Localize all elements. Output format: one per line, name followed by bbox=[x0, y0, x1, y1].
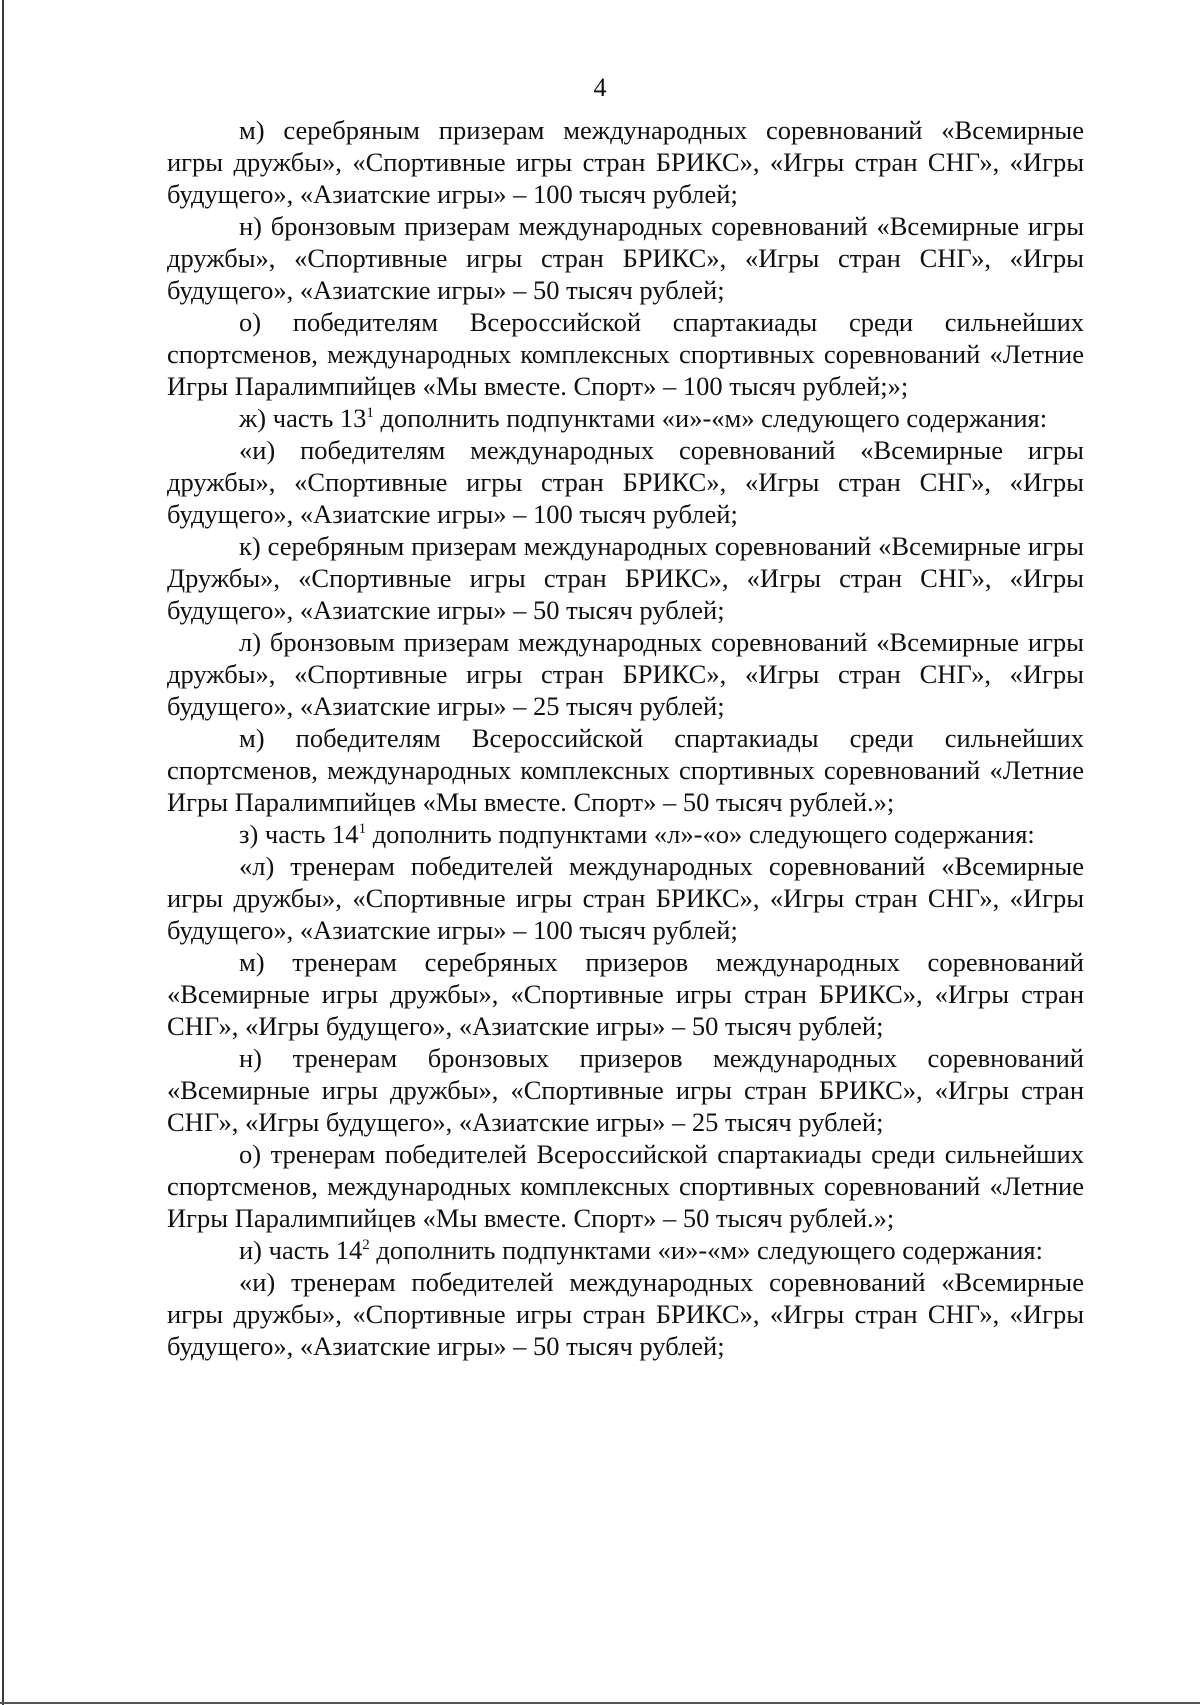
paragraph-i-winners: «и) победителям международных соревнований «Всемирные игры дружбы», «Спортивные игры стран БРИКС», «Игры стран СНГ», «Игры будущего», «Азиатские игры» – 100 тысяч рублей; bbox=[167, 435, 1084, 529]
paragraph-m-coaches-silver: м) тренерам серебряных призеров международных соревнований «Всемирные игры дружбы», «Спортивные игры стран БРИКС», «Игры стран СНГ», «Игры будущего», «Азиатские игры» – 50 тысяч рублей; bbox=[167, 947, 1084, 1041]
paragraph-o-winners: о) победителям Всероссийской спартакиады среди сильнейших спортсменов, международных комплексных спортивных соревнований «Летние Игры Паралимпийцев «Мы вместе. Спорт» – 100 тысяч рублей;»; bbox=[167, 307, 1084, 401]
paragraph-k-silver: к) серебряным призерам международных соревнований «Всемирные игры Дружбы», «Спортивные игры стран БРИКС», «Игры стран СНГ», «Игры будущего», «Азиатские игры» – 50 тысяч рублей; bbox=[167, 531, 1084, 625]
paragraph-i-part-14-2 bbox=[167, 1234, 1084, 1266]
paragraph-l-bronze: л) бронзовым призерам международных соревнований «Всемирные игры дружбы», «Спортивные игры стран БРИКС», «Игры стран СНГ», «Игры будущего», «Азиатские игры» – 25 тысяч рублей; bbox=[167, 627, 1084, 721]
document-body bbox=[167, 114, 1084, 1362]
paragraph-z-tail: дополнить подпунктами «л»-«о» следующего содержания: bbox=[366, 819, 1035, 849]
paragraph-zh-lead: ж) часть 13 bbox=[239, 403, 367, 433]
paragraph-o-coaches-spartakiad: о) тренерам победителей Всероссийской спартакиады среди сильнейших спортсменов, международных комплексных спортивных соревнований «Летние Игры Паралимпийцев «Мы вместе. Спорт» – 50 тысяч рублей.»; bbox=[167, 1139, 1084, 1233]
paragraph-z-lead: з) часть 14 bbox=[239, 819, 359, 849]
paragraph-z-part-14-1 bbox=[167, 818, 1084, 850]
page-number: 4 bbox=[593, 73, 607, 102]
paragraph-i-lead: и) часть 14 bbox=[239, 1235, 363, 1265]
paragraph-l-coaches-winners: «л) тренерам победителей международных соревнований «Всемирные игры дружбы», «Спортивные игры стран БРИКС», «Игры стран СНГ», «Игры будущего», «Азиатские игры» – 100 тысяч рублей; bbox=[167, 851, 1084, 945]
paragraph-n-coaches-bronze: н) тренерам бронзовых призеров международных соревнований «Всемирные игры дружбы», «Спортивные игры стран БРИКС», «Игры стран СНГ», «Игры будущего», «Азиатские игры» – 25 тысяч рублей; bbox=[167, 1043, 1084, 1137]
paragraph-zh-tail: дополнить подпунктами «и»-«м» следующего содержания: bbox=[373, 403, 1048, 433]
superscript: 2 bbox=[362, 1237, 370, 1253]
superscript: 1 bbox=[366, 405, 374, 421]
superscript: 1 bbox=[358, 821, 367, 837]
paragraph-m-winners-spartakiad: м) победителям Всероссийской спартакиады среди сильнейших спортсменов, международных комплексных спортивных соревнований «Летние Игры Паралимпийцев «Мы вместе. Спорт» – 50 тысяч рублей.»; bbox=[167, 723, 1084, 817]
paragraph-i-coaches-winners: «и) тренерам победителей международных соревнований «Всемирные игры дружбы», «Спортивные игры стран БРИКС», «Игры стран СНГ», «Игры будущего», «Азиатские игры» – 50 тысяч рублей; bbox=[167, 1267, 1084, 1361]
scan-left-edge bbox=[2, 0, 4, 1705]
paragraph-i-tail: дополнить подпунктами «и»-«м» следующего содержания: bbox=[369, 1235, 1043, 1265]
paragraph-n-bronze: н) бронзовым призерам международных соревнований «Всемирные игры дружбы», «Спортивные игры стран БРИКС», «Игры стран СНГ», «Игры будущего», «Азиатские игры» – 50 тысяч рублей; bbox=[167, 211, 1084, 305]
paragraph-m-silver: м) серебряным призерам международных соревнований «Всемирные игры дружбы», «Спортивные игры стран БРИКС», «Игры стран СНГ», «Игры будущего», «Азиатские игры» – 100 тысяч рублей; bbox=[167, 115, 1084, 209]
scan-bottom-edge bbox=[0, 1702, 1200, 1704]
paragraph-zh-part-13-1 bbox=[167, 402, 1084, 434]
